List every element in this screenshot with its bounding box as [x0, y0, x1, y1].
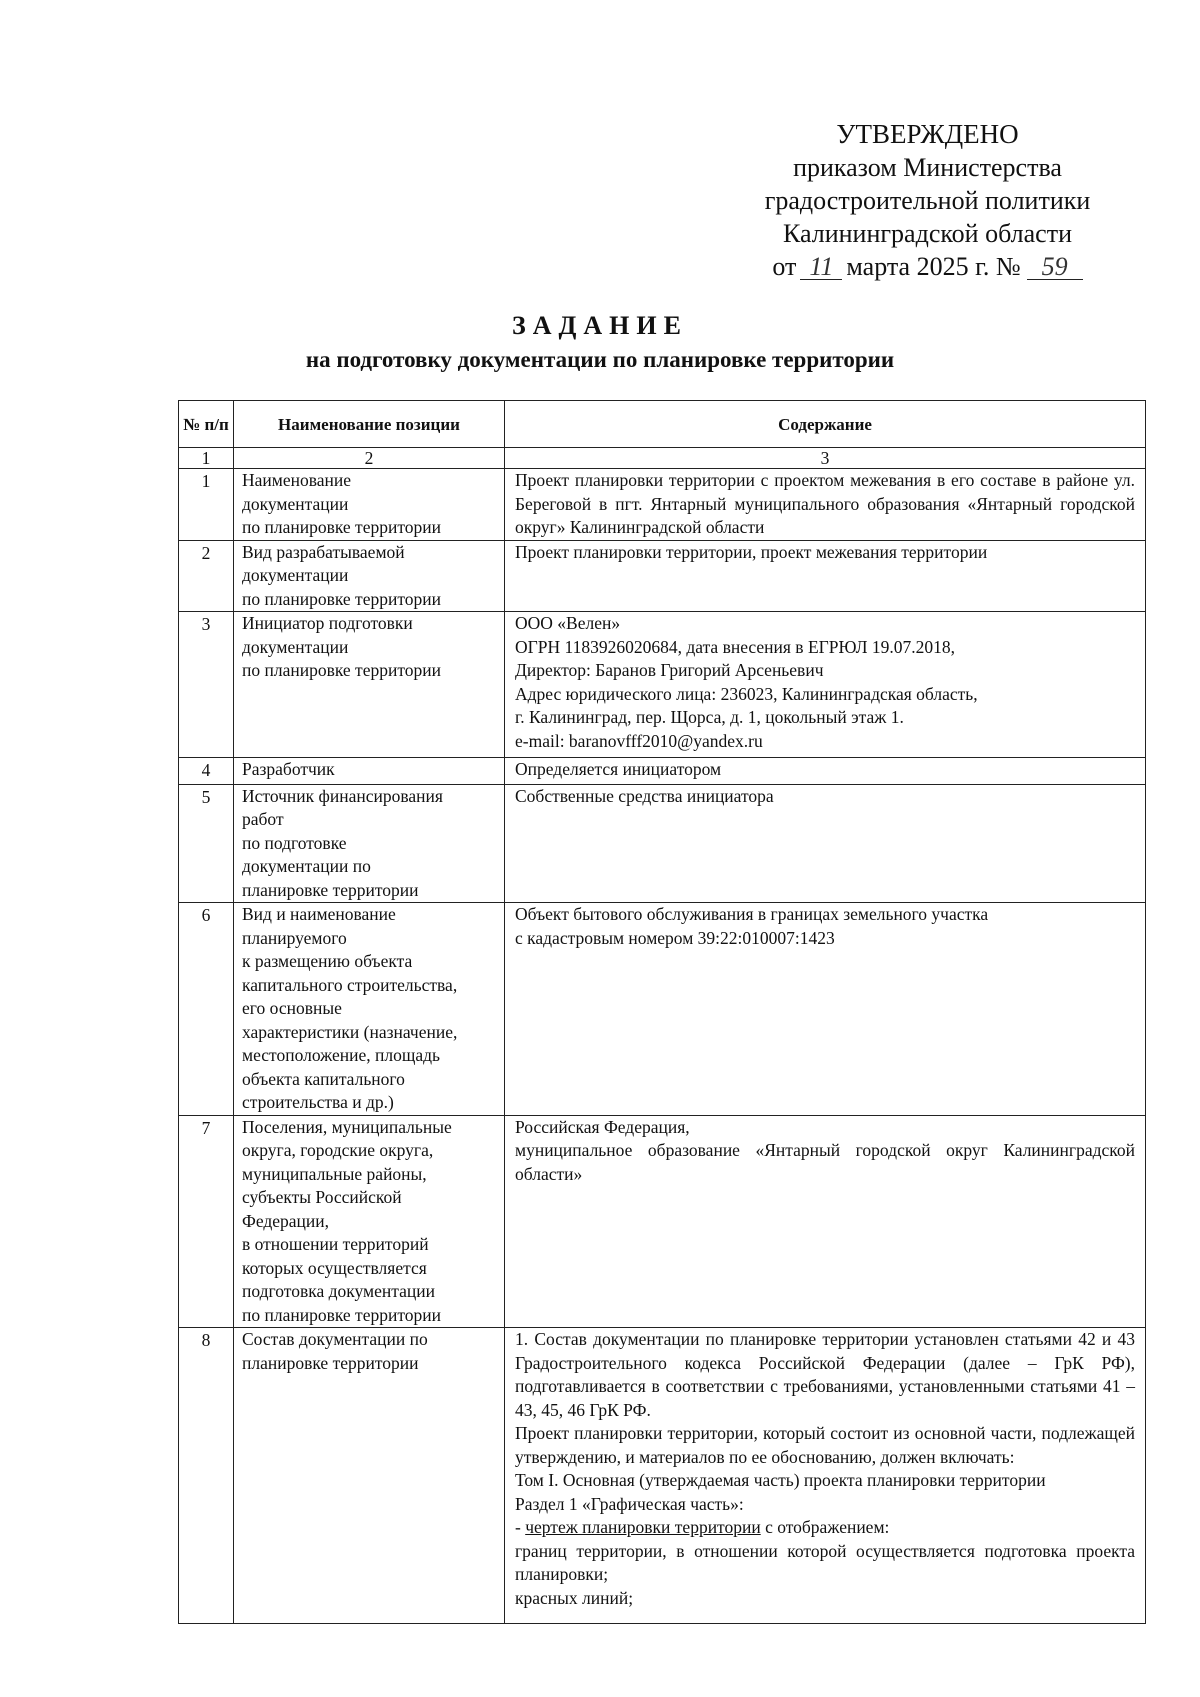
row-name: Вид разрабатываемой документации по планировке территории: [234, 540, 505, 612]
table-row: [179, 784, 1146, 903]
row-number: 6: [179, 903, 234, 1116]
row-name: Вид и наименование планируемого к размещению объекта капитального строительства, его основные характеристики (назначение, местоположение, площадь объекта капитального строительства и др.): [234, 903, 505, 1116]
table-row: [179, 758, 1146, 785]
row-name: Наименование документации по планировке территории: [234, 469, 505, 541]
row-content: [505, 612, 1146, 758]
underlined-phrase: чертеж планировки территории: [525, 1517, 761, 1537]
row-content: [505, 1328, 1146, 1624]
row-content: [505, 758, 1146, 785]
column-number-1: 1: [179, 448, 234, 469]
content-line: г. Калининград, пер. Щорса, д. 1, цокольный этаж 1.: [515, 707, 904, 727]
row-name: Поселения, муниципальные округа, городские округа, муниципальные районы, субъекты Российской Федерации, в отношении территорий которых осуществляется подготовка документации по планировке территории: [234, 1115, 505, 1328]
header-num: № п/п: [179, 401, 234, 448]
content-line: e-mail: baranovfff2010@yandex.ru: [515, 730, 763, 751]
column-number-3: 3: [505, 448, 1146, 469]
document-title-block: [0, 308, 1200, 376]
content-paragraph: Проект планировки территории, проект межевания территории: [515, 541, 988, 562]
approval-heading: УТВЕРЖДЕНО: [836, 119, 1019, 149]
content-line: Раздел 1 «Графическая часть»:: [515, 1493, 744, 1514]
row-name: Источник финансирования работ по подготовке документации по планировке территории: [234, 784, 505, 903]
table-row: [179, 469, 1146, 541]
row-number: 5: [179, 784, 234, 903]
content-line: - чертеж планировки территории с отображением:: [515, 1517, 890, 1537]
content-line: красных линий;: [515, 1587, 634, 1608]
content-line: Директор: Баранов Григорий Арсеньевич: [515, 660, 824, 680]
content-paragraph: Определяется инициатором: [515, 759, 722, 779]
row-number: 3: [179, 612, 234, 758]
row-content: [505, 540, 1146, 612]
date-prefix: от: [772, 252, 797, 281]
row-name: Разработчик: [234, 758, 505, 785]
row-name: Инициатор подготовки документации по планировке территории: [234, 612, 505, 758]
content-line: Том I. Основная (утверждаемая часть) проекта планировки территории: [515, 1470, 1046, 1490]
content-paragraph: муниципальное образование «Янтарный городской округ Калининградской области»: [515, 1140, 1135, 1184]
approval-date-line: [735, 250, 1120, 283]
row-name: Состав документации по планировке территории: [234, 1328, 505, 1624]
content-paragraph: границ территории, в отношении которой осуществляется подготовка проекта планировки;: [515, 1540, 1135, 1584]
table-row: [179, 612, 1146, 758]
row-content: [505, 469, 1146, 541]
table-row: [179, 903, 1146, 1116]
approval-line-4: Калининградской области: [782, 219, 1072, 248]
row-number: 1: [179, 469, 234, 541]
content-paragraph: Собственные средства инициатора: [515, 785, 774, 806]
handwritten-day: 11: [800, 255, 842, 280]
approval-line-3: градостроительной политики: [764, 186, 1091, 215]
task-table: [178, 400, 1146, 1624]
content-paragraph: Проект планировки территории, который состоит из основной части, подлежащей утверждению, и материалов по ее обоснованию, должен включать:: [515, 1423, 1135, 1467]
row-number: 7: [179, 1115, 234, 1328]
row-content: [505, 903, 1146, 1116]
table-row: [179, 1115, 1146, 1328]
content-line: Адрес юридического лица: 236023, Калининградская область,: [515, 683, 978, 704]
content-paragraph: 1. Состав документации по планировке территории установлен статьями 42 и 43 Градостроительного кодекса Российской Федерации (далее – ГрК РФ), подготавливается в соответствии с требованиями, установленными статьями 41 – 43, 45, 46 ГрК РФ.: [515, 1329, 1135, 1420]
content-line: ООО «Велен»: [515, 613, 621, 633]
approval-block: [735, 118, 1120, 283]
content-line: Российская Федерация,: [515, 1116, 690, 1137]
approval-line-2: приказом Министерства: [793, 153, 1062, 182]
content-line: ОГРН 1183926020684, дата внесения в ЕГРЮЛ 19.07.2018,: [515, 636, 955, 657]
row-number: 2: [179, 540, 234, 612]
header-content: Содержание: [505, 401, 1146, 448]
header-name: Наименование позиции: [234, 401, 505, 448]
row-number: 4: [179, 758, 234, 785]
document-title: ЗАДАНИЕ: [512, 311, 688, 340]
handwritten-order-number: 59: [1027, 255, 1083, 280]
column-number-2: 2: [234, 448, 505, 469]
content-line: с кадастровым номером 39:22:010007:1423: [515, 927, 835, 948]
row-content: [505, 784, 1146, 903]
content-paragraph: Проект планировки территории с проектом межевания в его составе в районе ул. Береговой в пгт. Янтарный муниципального образования «Янтарный городской округ» Калининградской области: [515, 470, 1135, 537]
row-number: 8: [179, 1328, 234, 1624]
column-number-row: [179, 448, 1146, 469]
content-line: Объект бытового обслуживания в границах земельного участка: [515, 904, 989, 924]
table-row: [179, 540, 1146, 612]
document-subtitle: на подготовку документации по планировке территории: [305, 347, 895, 372]
table-row: [179, 1328, 1146, 1624]
row-content: [505, 1115, 1146, 1328]
table-header-row: [179, 401, 1146, 448]
date-rest: марта 2025 г. №: [846, 252, 1021, 281]
